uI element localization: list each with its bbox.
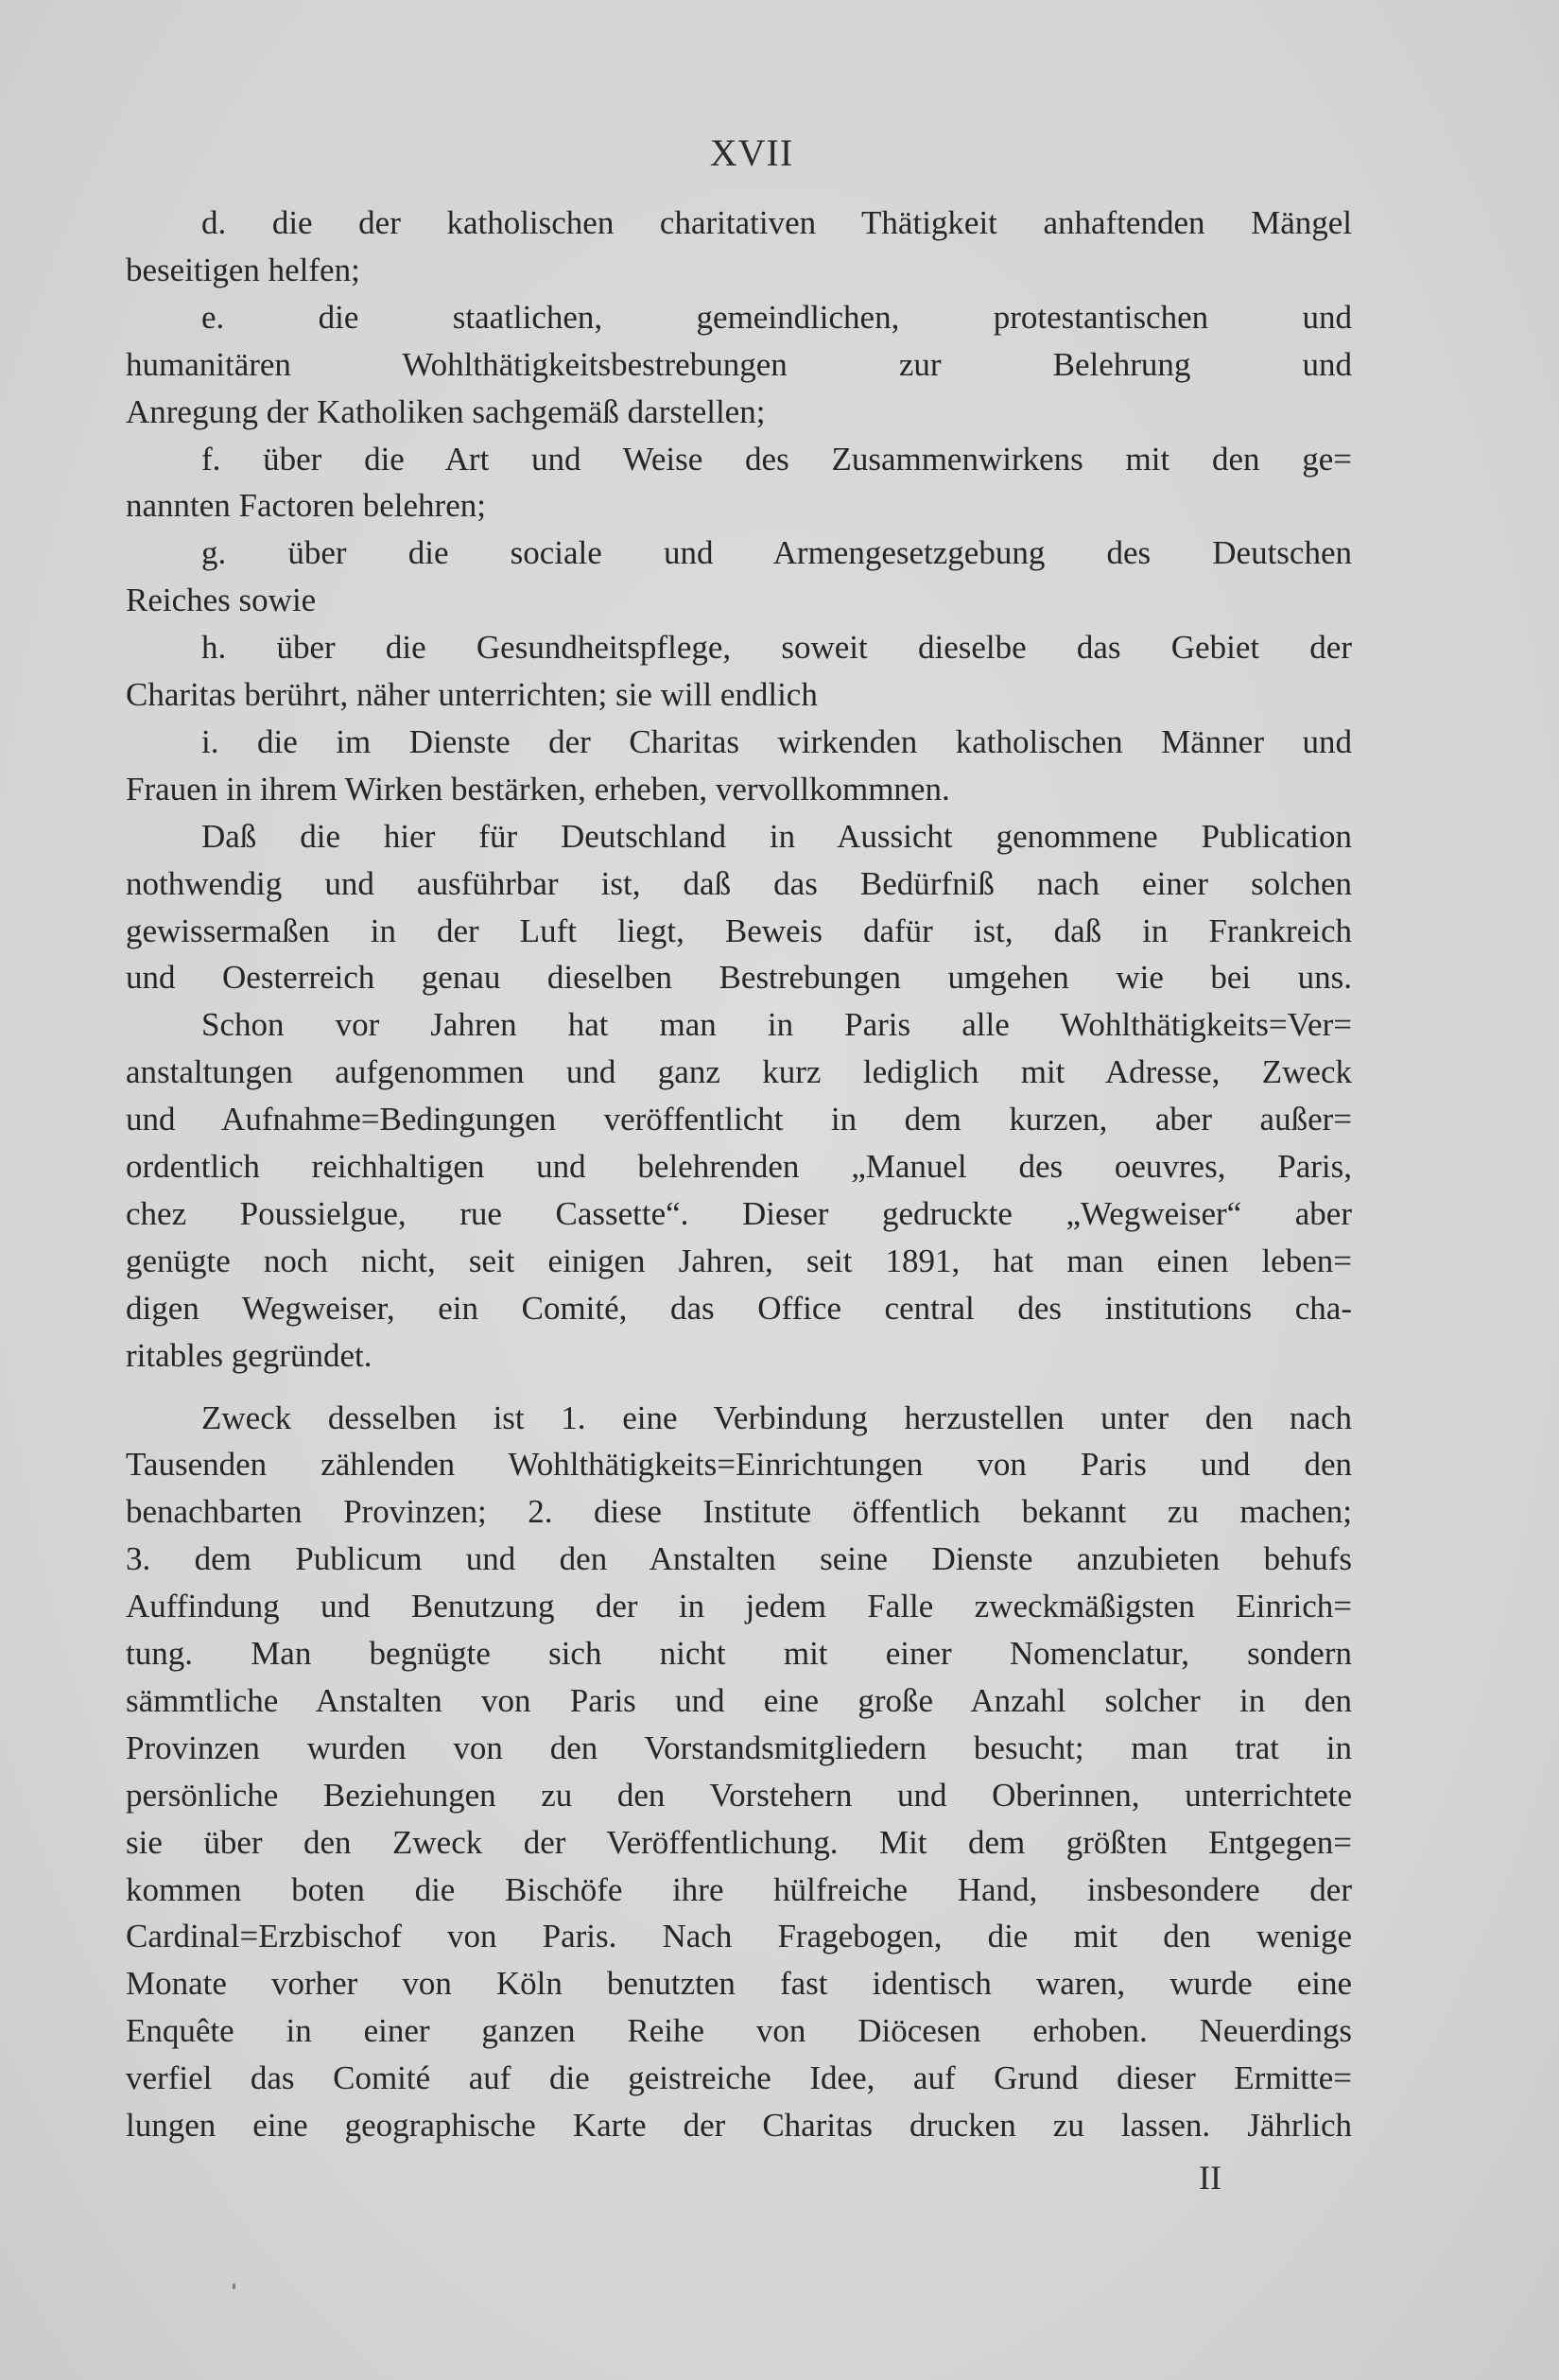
text-line: und Aufnahme=Bedingungen veröffentlicht in dem kurzen, aber außer= — [126, 1101, 1352, 1138]
text-line: Reiches sowie — [126, 582, 317, 619]
text-line: f. über die Art und Weise des Zusammenwirkens mit den ge= — [201, 440, 1352, 478]
text-line: kommen boten die Bischöfe ihre hülfreiche Hand, insbesondere der — [126, 1870, 1352, 1908]
text-line: Charitas berührt, näher unterrichten; sie will endlich — [126, 676, 818, 713]
text-line: gewissermaßen in der Luft liegt, Beweis dafür ist, daß in Frankreich — [126, 912, 1352, 949]
text-line: Enquête in einer ganzen Reihe von Diöcesen erhoben. Neuerdings — [126, 2012, 1352, 2050]
text-line: humanitären Wohlthätigkeitsbestrebungen zur Belehrung und — [126, 345, 1352, 383]
text-line: tung. Man begnügte sich nicht mit einer Nomenclatur, sondern — [126, 1635, 1352, 1672]
text-line: digen Wegweiser, ein Comité, das Office central des institutions cha- — [126, 1289, 1352, 1327]
text-line: Daß die hier für Deutschland in Aussicht genommene Publication — [201, 817, 1352, 855]
text-line: 3. dem Publicum und den Anstalten seine Dienste anzubieten behufs — [126, 1540, 1352, 1578]
text-line: persönliche Beziehungen zu den Vorstehern und Oberinnen, unterrichtete — [126, 1776, 1352, 1814]
text-line: Monate vorher von Köln benutzten fast identisch waren, wurde eine — [126, 1965, 1352, 2003]
text-line: g. über die sociale und Armengesetzgebung des Deutschen — [201, 534, 1352, 572]
text-line: Provinzen wurden von den Vorstandsmitgliedern besucht; man trat in — [126, 1729, 1352, 1766]
text-line: beseitigen helfen; — [126, 251, 360, 288]
text-line: e. die staatlichen, gemeindlichen, protestantischen und — [201, 298, 1352, 336]
text-line: Frauen in ihrem Wirken bestärken, erheben, vervollkommnen. — [126, 770, 950, 808]
text-line: h. über die Gesundheitspflege, soweit dieselbe das Gebiet der — [201, 629, 1352, 667]
text-line: Cardinal=Erzbischof von Paris. Nach Fragebogen, die mit den wenige — [126, 1918, 1352, 1955]
page-number-header: XVII — [709, 131, 794, 174]
text-line: nannten Factoren belehren; — [126, 487, 486, 525]
text-line: Schon vor Jahren hat man in Paris alle Wohlthätigkeits=Ver= — [201, 1006, 1352, 1044]
text-line: lungen eine geographische Karte der Charitas drucken zu lassen. Jährlich — [126, 2107, 1352, 2144]
text-line: Anregung der Katholiken sachgemäß darstellen; — [126, 392, 766, 430]
text-line: Auffindung und Benutzung der in jedem Falle zweckmäßigsten Einrich= — [126, 1588, 1352, 1625]
text-line: sämmtliche Anstalten von Paris und eine große Anzahl solcher in den — [126, 1681, 1352, 1719]
text-line: nothwendig und ausführbar ist, daß das Bedürfniß nach einer solchen — [126, 864, 1352, 902]
text-line: verfiel das Comité auf die geistreiche Idee, auf Grund dieser Ermitte= — [126, 2059, 1352, 2097]
text-line: anstaltungen aufgenommen und ganz kurz lediglich mit Adresse, Zweck — [126, 1053, 1352, 1091]
text-line: Zweck desselben ist 1. eine Verbindung herzustellen unter den nach — [201, 1398, 1352, 1436]
text-line: i. die im Dienste der Charitas wirkenden katholischen Männer und — [201, 722, 1352, 760]
text-line: benachbarten Provinzen; 2. diese Institute öffentlich bekannt zu machen; — [126, 1493, 1352, 1531]
text-line: sie über den Zweck der Veröffentlichung. Mit dem größten Entgegen= — [126, 1823, 1352, 1861]
text-line: ordentlich reichhaltigen und belehrenden „Manuel des oeuvres, Paris, — [126, 1148, 1352, 1185]
text-line: ritables gegründet. — [126, 1336, 372, 1374]
text-line: genügte noch nicht, seit einigen Jahren, seit 1891, hat man einen leben= — [126, 1242, 1352, 1279]
signature-mark: II — [1199, 2159, 1221, 2197]
text-line: chez Poussielgue, rue Cassette“. Dieser gedruckte „Wegweiser“ aber — [126, 1194, 1352, 1232]
text-line: und Oesterreich genau dieselben Bestrebungen umgehen wie bei uns. — [126, 959, 1352, 997]
paper-speck — [233, 2284, 235, 2289]
text-line: Tausenden zählenden Wohlthätigkeits=Einrichtungen von Paris und den — [126, 1446, 1352, 1484]
text-line: d. die der katholischen charitativen Thätigkeit anhaftenden Mängel — [201, 204, 1352, 241]
